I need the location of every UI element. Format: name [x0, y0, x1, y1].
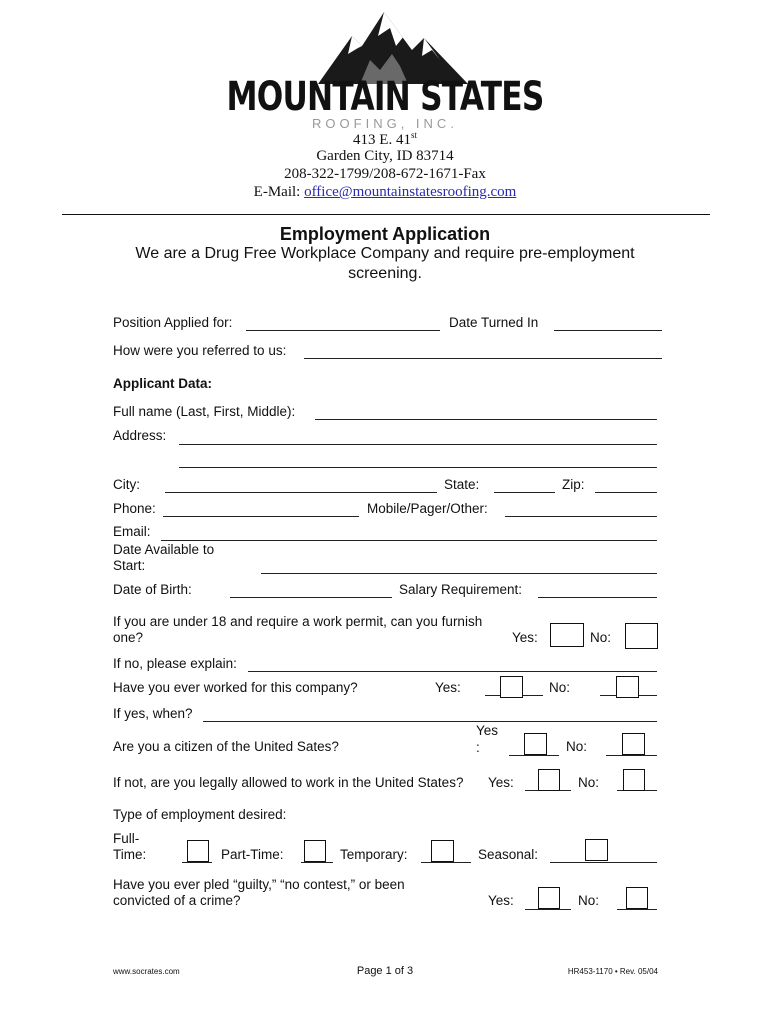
legally-allowed-yes-checkbox[interactable]: [538, 769, 560, 791]
worked-before-no-checkbox[interactable]: [616, 676, 639, 698]
full-name-label: Full name (Last, First, Middle):: [113, 404, 296, 419]
citizen-yes-checkbox[interactable]: [524, 733, 547, 755]
temporary-underline: [421, 862, 471, 863]
convicted-no-underline: [617, 909, 657, 910]
subtitle-line-1: We are a Drug Free Workplace Company and require pre-employment: [135, 245, 635, 262]
seasonal-label: Seasonal:: [478, 847, 539, 862]
citizen-yes-colon: :: [476, 740, 480, 755]
convicted-no-checkbox[interactable]: [626, 887, 648, 909]
date-available-label-1: Date Available to: [113, 542, 215, 557]
subtitle-line-2: screening.: [348, 265, 422, 282]
legally-allowed-no-label: No:: [578, 775, 600, 790]
legally-allowed-question: If not, are you legally allowed to work in the United States?: [113, 775, 464, 790]
salary-input[interactable]: [538, 597, 657, 598]
footer-right: HR453-1170 • Rev. 05/04: [567, 967, 658, 976]
email-input[interactable]: [161, 540, 657, 541]
header-divider: [62, 214, 710, 215]
mobile-label: Mobile/Pager/Other:: [367, 501, 488, 516]
referred-label: How were you referred to us:: [113, 343, 287, 358]
if-no-explain-input[interactable]: [248, 671, 657, 672]
referred-input[interactable]: [304, 358, 662, 359]
convicted-yes-underline: [525, 909, 571, 910]
footer-page-number: Page 1 of 3: [356, 965, 414, 977]
seasonal-underline: [550, 862, 657, 863]
date-turned-in-input[interactable]: [554, 330, 662, 331]
email-line: E-Mail: office@mountainstatesroofing.com: [253, 184, 517, 200]
worked-before-question: Have you ever worked for this company?: [113, 680, 358, 695]
citizen-no-label: No:: [566, 739, 588, 754]
under18-question-2: one?: [113, 630, 144, 645]
convicted-question-2: convicted of a crime?: [113, 893, 241, 908]
dob-input[interactable]: [230, 597, 392, 598]
zip-label: Zip:: [562, 477, 585, 492]
dob-label: Date of Birth:: [113, 582, 192, 597]
address-label: Address:: [113, 428, 167, 443]
city-line: Garden City, ID 83714: [316, 148, 454, 164]
full-time-checkbox[interactable]: [187, 840, 209, 862]
convicted-yes-label: Yes:: [488, 893, 514, 908]
temporary-checkbox[interactable]: [431, 840, 454, 862]
city-label: City:: [113, 477, 140, 492]
position-label: Position Applied for:: [113, 315, 233, 330]
under18-yes-label: Yes:: [512, 630, 538, 645]
if-yes-when-label: If yes, when?: [113, 706, 193, 721]
citizen-yes-label: Yes: [476, 723, 499, 738]
legally-allowed-no-checkbox[interactable]: [623, 769, 645, 791]
state-input[interactable]: [494, 492, 555, 493]
if-no-explain-label: If no, please explain:: [113, 656, 237, 671]
mobile-input[interactable]: [505, 516, 657, 517]
company-name: MOUNTAIN STATES: [226, 74, 544, 120]
company-subtitle: ROOFING, INC.: [312, 116, 458, 131]
footer-left: www.socrates.com: [113, 967, 180, 976]
state-label: State:: [444, 477, 480, 492]
temporary-label: Temporary:: [340, 847, 408, 862]
phone-input[interactable]: [163, 516, 359, 517]
applicant-data-heading: Applicant Data:: [113, 376, 213, 391]
city-input[interactable]: [165, 492, 437, 493]
address-input-2[interactable]: [179, 467, 657, 468]
under18-question-1: If you are under 18 and require a work permit, can you furnish: [113, 614, 483, 629]
salary-label: Salary Requirement:: [399, 582, 523, 597]
address-line: 413 E. 41st: [353, 130, 417, 148]
under18-no-label: No:: [590, 630, 612, 645]
convicted-yes-checkbox[interactable]: [538, 887, 560, 909]
zip-input[interactable]: [595, 492, 657, 493]
email-link[interactable]: office@mountainstatesroofing.com: [304, 184, 517, 200]
under18-no-checkbox[interactable]: [625, 623, 658, 649]
citizen-no-checkbox[interactable]: [622, 733, 645, 755]
convicted-no-label: No:: [578, 893, 600, 908]
worked-before-no-label: No:: [549, 680, 571, 695]
phone-fax-line: 208-322-1799/208-672-1671-Fax: [284, 166, 486, 182]
part-time-label: Part-Time:: [221, 847, 284, 862]
full-name-input[interactable]: [315, 419, 657, 420]
if-yes-when-input[interactable]: [203, 721, 657, 722]
address-input-1[interactable]: [179, 444, 657, 445]
part-time-checkbox[interactable]: [304, 840, 326, 862]
part-time-underline: [301, 862, 333, 863]
date-available-input[interactable]: [261, 573, 657, 574]
phone-label: Phone:: [113, 501, 156, 516]
worked-before-yes-label: Yes:: [435, 680, 461, 695]
convicted-question-1: Have you ever pled “guilty,” “no contest,” or been: [113, 877, 405, 892]
under18-yes-checkbox[interactable]: [550, 623, 584, 647]
page-title: Employment Application: [279, 224, 491, 244]
worked-before-yes-checkbox[interactable]: [500, 676, 523, 698]
position-input[interactable]: [246, 330, 440, 331]
legally-allowed-yes-label: Yes:: [488, 775, 514, 790]
full-time-underline: [182, 862, 212, 863]
citizen-yes-underline: [509, 755, 559, 756]
date-turned-in-label: Date Turned In: [449, 315, 539, 330]
citizen-no-underline: [606, 755, 657, 756]
full-time-label-1: Full-: [113, 831, 140, 846]
full-time-label-2: Time:: [113, 847, 147, 862]
employment-type-heading: Type of employment desired:: [113, 807, 287, 822]
seasonal-checkbox[interactable]: [585, 839, 608, 861]
email-label: Email:: [113, 524, 151, 539]
date-available-label-2: Start:: [113, 558, 146, 573]
citizen-question: Are you a citizen of the United Sates?: [113, 739, 339, 754]
